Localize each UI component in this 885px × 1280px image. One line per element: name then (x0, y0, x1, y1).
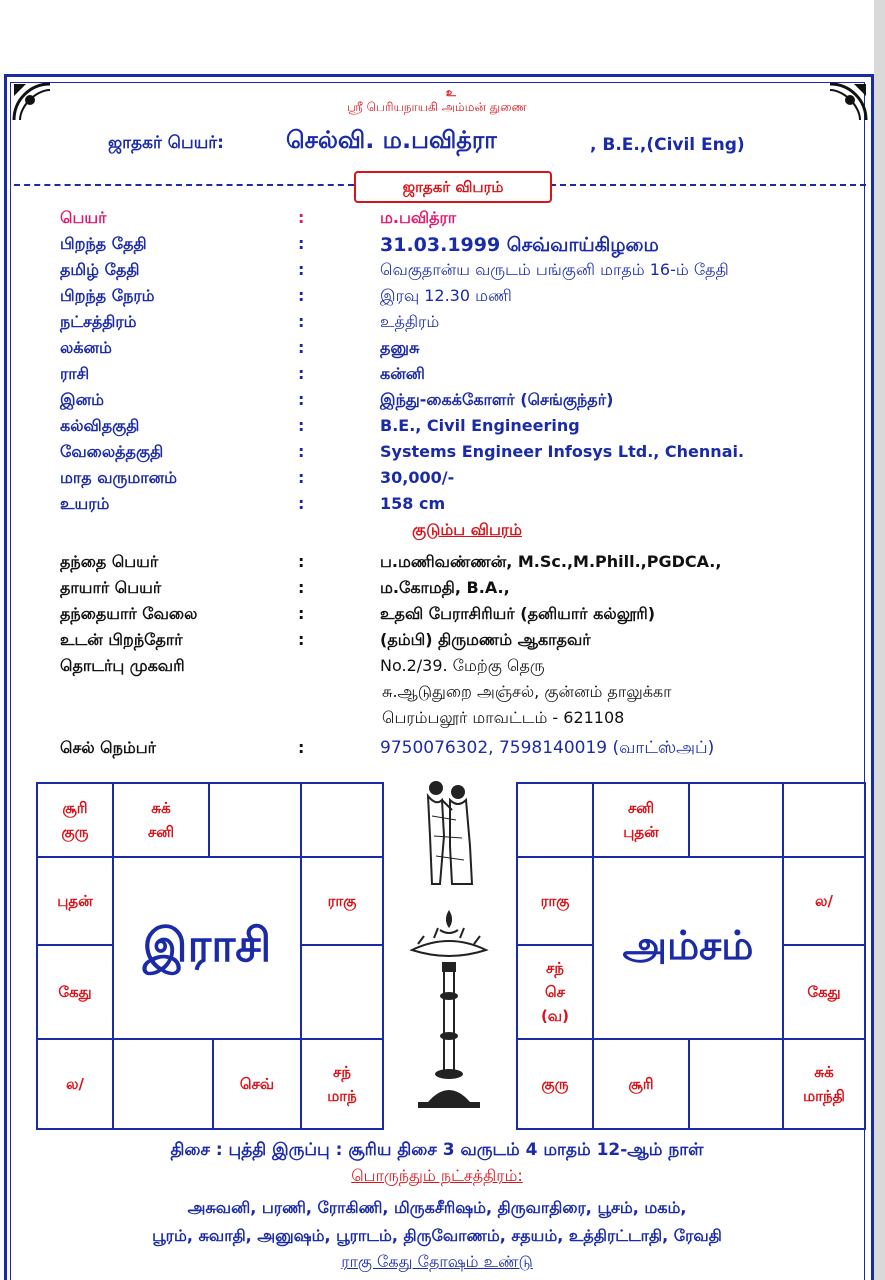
detail-label: மாத வருமானம் (60, 468, 177, 487)
detail-value: உத்திரம் (380, 312, 440, 331)
amsam-cell-r0c1: சனி புதன் (592, 782, 690, 858)
family-label: உடன் பிறந்தோர் (60, 630, 183, 649)
rasi-cell-r0c2 (208, 782, 302, 858)
detail-colon: : (298, 442, 305, 461)
amsam-cell-r2c3: கேது (782, 944, 866, 1040)
page-edge-shadow (874, 0, 885, 1280)
amsam-cell-r3c2 (688, 1038, 784, 1130)
rasi-cell-r3c1 (112, 1038, 214, 1130)
detail-label: பிறந்த நேரம் (60, 286, 155, 305)
detail-colon: : (298, 494, 305, 513)
detail-colon: : (298, 364, 305, 383)
family-label: தொடர்பு முகவரி (60, 656, 185, 675)
detail-label: உயரம் (60, 494, 110, 513)
address-line-3: பெரம்பலூர் மாவட்டம் - 621108 (382, 708, 625, 727)
detail-value: 30,000/- (380, 468, 455, 487)
detail-value: வெகுதான்ய வருடம் பங்குனி மாதம் 16-ம் தேதி (380, 260, 729, 279)
amsam-cell-r3c1: சூரி (592, 1038, 690, 1130)
detail-colon: : (298, 260, 305, 279)
detail-value: தனுசு (380, 338, 420, 357)
family-colon: : (298, 604, 305, 623)
amsam-cell-r2c0: சந் செ (வ) (516, 944, 594, 1040)
detail-value: ம.பவித்ரா (380, 208, 457, 227)
detail-colon: : (298, 390, 305, 409)
divider-right (550, 184, 866, 186)
amsam-cell-r0c2 (688, 782, 784, 858)
detail-colon: : (298, 208, 305, 227)
rasi-cell-r1c3: ராகு (300, 856, 384, 946)
detail-colon: : (298, 338, 305, 357)
detail-label: வேலைத்தகுதி (60, 442, 164, 461)
detail-label: லக்னம் (60, 338, 112, 357)
family-value: (தம்பி) திருமணம் ஆகாதவர் (380, 630, 591, 649)
rasi-cell-r1c0: புதன் (36, 856, 114, 946)
rasi-cell-r0c0: சூரி குரு (36, 782, 114, 858)
divider-left (14, 184, 354, 186)
rasi-cell-r3c2: செவ் (212, 1038, 302, 1130)
candidate-name: செல்வி. ம.பவித்ரா (286, 126, 497, 154)
detail-value: 158 cm (380, 494, 446, 513)
rasi-title: இராசி (112, 856, 302, 1040)
detail-label: இனம் (60, 390, 104, 409)
rasi-cell-r3c0: ல/ (36, 1038, 114, 1130)
match-stars-line-1: அசுவனி, பரணி, ரோகிணி, மிருகசீரிஷம், திருவாதிரை, பூசம், மகம், (187, 1198, 687, 1217)
rasi-cell-r2c0: கேது (36, 944, 114, 1040)
amsam-cell-r1c3: ல/ (782, 856, 866, 946)
amsam-cell-r3c3: சுக் மாந்தி (782, 1038, 866, 1130)
detail-value: இந்து-கைக்கோளர் (செங்குந்தர்) (380, 390, 614, 409)
detail-colon: : (298, 286, 305, 305)
amsam-cell-r0c0 (516, 782, 594, 858)
family-value: ம.கோமதி, B.A., (380, 578, 510, 597)
family-colon: : (298, 630, 305, 649)
couple-illustration-icon (412, 776, 482, 892)
family-value: உதவி பேராசிரியர் (தனியார் கல்லூரி) (380, 604, 656, 623)
rasi-cell-r0c1: சுக் சனி (112, 782, 210, 858)
detail-value: 31.03.1999 செவ்வாய்கிழமை (380, 234, 659, 256)
phone-label: செல் நெம்பர் (60, 738, 157, 757)
detail-label: தமிழ் தேதி (60, 260, 140, 279)
phone-value: 9750076302, 7598140019 (வாட்ஸ்அப்) (380, 738, 715, 758)
family-label: தந்தை பெயர் (60, 552, 159, 571)
family-colon: : (298, 552, 305, 571)
detail-label: பிறந்த தேதி (60, 234, 147, 253)
candidate-name-label: ஜாதகர் பெயர்: (108, 133, 224, 153)
detail-value: B.E., Civil Engineering (380, 416, 580, 435)
detail-value: கன்னி (380, 364, 425, 383)
family-value: ப.மணிவண்ணன், M.Sc.,M.Phill.,PGDCA., (380, 552, 722, 571)
family-value: No.2/39. மேற்கு தெரு (380, 656, 545, 675)
detail-colon: : (298, 416, 305, 435)
amsam-cell-r0c3 (782, 782, 866, 858)
candidate-degree: , B.E.,(Civil Eng) (590, 135, 745, 155)
family-colon: : (298, 578, 305, 597)
amsam-cell-r3c0: குரு (516, 1038, 594, 1130)
family-section-title: குடும்ப விபரம் (412, 520, 523, 539)
rasi-cell-r3c3: சந் மாந் (300, 1038, 384, 1130)
detail-label: பெயர் (60, 208, 107, 227)
detail-label: ராசி (60, 364, 90, 383)
oil-lamp-icon (404, 906, 494, 1122)
match-stars-line-2: பூரம், சுவாதி, அனுஷம், பூராடம், திருவோணம், சதயம், உத்திரட்டாதி, ரேவதி (152, 1226, 722, 1245)
detail-label: கல்விதகுதி (60, 416, 140, 435)
address-line-2: சு.ஆடுதுறை அஞ்சல், குன்னம் தாலுக்கா (382, 682, 672, 701)
amsam-cell-r1c0: ராகு (516, 856, 594, 946)
dosham-text: ராகு கேது தோஷம் உண்டு (341, 1252, 533, 1271)
detail-colon: : (298, 234, 305, 253)
section-title: ஜாதகர் விபரம் (354, 171, 552, 203)
match-stars-title: பொருந்தும் நட்சத்திரம்: (351, 1166, 523, 1185)
amsam-title: அம்சம் (592, 856, 784, 1040)
detail-value: Systems Engineer Infosys Ltd., Chennai. (380, 442, 745, 461)
detail-colon: : (298, 312, 305, 331)
family-label: தாயார் பெயர் (60, 578, 162, 597)
phone-colon: : (298, 738, 305, 757)
detail-label: நட்சத்திரம் (60, 312, 137, 331)
rasi-cell-r0c3 (300, 782, 384, 858)
rasi-cell-r2c3 (300, 944, 384, 1040)
invocation-symbol: உ (446, 86, 456, 99)
invocation-text: ஸ்ரீ பெரியநாயகி அம்மன் துணை (347, 100, 527, 114)
family-label: தந்தையார் வேலை (60, 604, 198, 623)
detail-colon: : (298, 468, 305, 487)
dasa-text: திசை : புத்தி இருப்பு : சூரிய திசை 3 வருடம் 4 மாதம் 12-ஆம் நாள் (170, 1140, 704, 1160)
detail-value: இரவு 12.30 மணி (380, 286, 512, 305)
